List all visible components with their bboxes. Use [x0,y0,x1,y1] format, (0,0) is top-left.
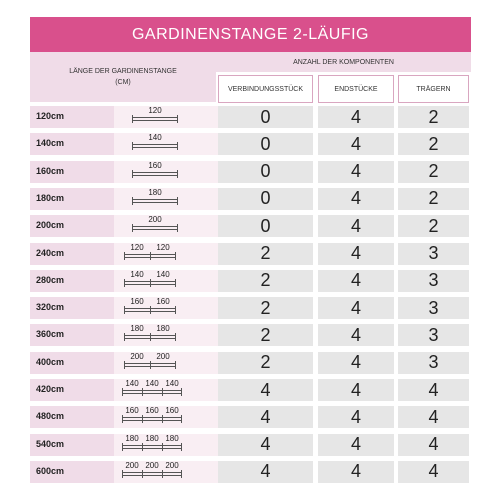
rod-line [124,366,150,367]
segment-length-label: 180 [156,324,170,334]
table-row [30,106,471,128]
rod-bracket-tick [122,388,123,396]
segment-length-label: 120 [130,242,144,252]
verbindungsstueck-value: 2 [218,270,313,292]
segment-length-label: 180 [125,433,139,443]
segment-length-label: 160 [130,297,144,307]
length-label: 200cm [36,220,65,231]
length-label: 180cm [36,192,65,203]
rod-segment [124,297,150,319]
table-row [30,461,471,483]
components-header: ANZAHL DER KOMPONENTEN [216,52,471,72]
rod-bracket-tick [175,361,176,369]
rod-line [122,393,142,394]
rod-line [132,175,178,176]
rod-segment [142,461,162,483]
rod-line [124,284,150,285]
rod-line [122,472,142,473]
rod-bracket-tick [122,470,123,478]
endstuecke-value: 4 [318,406,394,428]
curtain-rod-diagram [132,215,178,237]
endstuecke-value: 4 [318,243,394,265]
endstuecke-value: 4 [318,161,394,183]
rod-line [162,390,182,391]
curtain-rod-diagram [132,133,178,155]
rod-bracket-tick [124,279,125,287]
traegern-value: 2 [398,106,469,128]
segment-length-label: 140 [125,379,139,388]
rod-bracket-tick [124,306,125,314]
rod-line [132,199,178,200]
rod-segment [162,434,182,456]
rod-line [150,308,176,309]
traegern-value: 2 [398,188,469,210]
rod-line [122,390,142,391]
length-label: 400cm [36,356,65,367]
verbindungsstueck-value: 4 [218,434,313,456]
curtain-rod-diagram [122,379,182,401]
segment-length-label: 180 [130,324,144,334]
rod-line [132,226,178,227]
segment-length-label: 200 [165,460,179,470]
rod-line [162,448,182,449]
rod-line [142,475,162,476]
rod-line [162,445,182,446]
table-row [30,243,471,265]
curtain-rod-diagram [132,106,178,128]
traegern-value: 4 [398,379,469,401]
traegern-value: 2 [398,161,469,183]
rod-line [124,254,150,255]
rod-segment [150,243,176,265]
rod-bracket-tick [150,361,151,369]
rod-line [124,281,150,282]
curtain-rod-diagram [124,270,176,292]
traegern-value: 3 [398,324,469,346]
column-header-endstuecke: ENDSTÜCKE [318,75,394,103]
verbindungsstueck-value: 2 [218,297,313,319]
segment-length-label: 200 [148,215,162,225]
rod-bracket-tick [162,415,163,423]
rod-line [142,393,162,394]
curtain-rod-diagram [132,161,178,183]
segment-length-label: 120 [156,242,170,252]
endstuecke-value: 4 [318,379,394,401]
rod-segment [162,406,182,428]
table-row [30,406,471,428]
rod-segment [142,406,162,428]
rod-segment [124,243,150,265]
rod-segment [150,352,176,374]
length-label: 140cm [36,138,65,149]
rod-line [150,311,176,312]
segment-length-label: 180 [148,187,162,197]
rod-line [124,308,150,309]
traegern-value: 4 [398,406,469,428]
segment-length-label: 140 [156,269,170,279]
rod-segment [132,215,178,237]
rod-bracket-tick [124,252,125,260]
rod-bracket-tick [142,415,143,423]
rod-line [132,172,178,173]
rod-line [150,254,176,255]
rod-bracket-tick [142,388,143,396]
endstuecke-value: 4 [318,434,394,456]
segment-length-label: 140 [148,133,162,143]
rod-line [124,363,150,364]
table-row [30,379,471,401]
length-header-line1: LÄNGE DER GARDINENSTANGE [69,68,177,75]
verbindungsstueck-value: 0 [218,215,313,237]
rod-line [150,338,176,339]
endstuecke-value: 4 [318,215,394,237]
table-row [30,133,471,155]
curtain-rod-diagram [122,434,182,456]
traegern-value: 2 [398,215,469,237]
rod-line [124,311,150,312]
length-header [30,66,216,88]
endstuecke-value: 4 [318,297,394,319]
curtain-rod-diagram [124,352,176,374]
endstuecke-value: 4 [318,352,394,374]
verbindungsstueck-value: 4 [218,406,313,428]
rod-line [162,420,182,421]
verbindungsstueck-value: 0 [218,188,313,210]
rod-line [132,229,178,230]
rod-line [142,448,162,449]
rod-line [122,475,142,476]
rod-line [162,472,182,473]
rod-line [124,338,150,339]
rod-line [142,390,162,391]
table-title: GARDINENSTANGE 2-LÄUFIG [30,17,471,52]
curtain-rod-diagram [124,297,176,319]
rod-line [132,120,178,121]
segment-length-label: 160 [145,406,159,416]
segment-length-label: 140 [165,379,179,388]
rod-bracket-tick [175,279,176,287]
rod-bracket-tick [132,224,133,232]
length-label: 540cm [36,438,65,449]
rod-bracket-tick [177,224,178,232]
rod-line [132,147,178,148]
rod-segment [122,379,142,401]
table-row [30,297,471,319]
rod-segment [124,352,150,374]
verbindungsstueck-value: 2 [218,243,313,265]
rod-line [162,475,182,476]
segment-length-label: 140 [130,269,144,279]
verbindungsstueck-value: 4 [218,379,313,401]
rod-segment [124,270,150,292]
segment-length-label: 180 [145,433,159,443]
traegern-value: 3 [398,352,469,374]
rod-line [124,335,150,336]
rod-bracket-tick [181,415,182,423]
rod-line [122,420,142,421]
endstuecke-value: 4 [318,324,394,346]
segment-length-label: 120 [148,106,162,115]
rod-line [132,144,178,145]
rod-segment [142,434,162,456]
rod-line [162,393,182,394]
rod-bracket-tick [122,415,123,423]
rod-segment [162,461,182,483]
rod-segment [150,270,176,292]
curtain-rod-diagram [132,188,178,210]
rod-bracket-tick [132,170,133,178]
rod-line [150,284,176,285]
table-row [30,434,471,456]
length-label: 320cm [36,302,65,313]
rod-line [142,472,162,473]
rod-line [132,202,178,203]
rod-bracket-tick [177,197,178,205]
table-row [30,215,471,237]
rod-line [122,445,142,446]
segment-length-label: 200 [130,351,144,361]
traegern-value: 3 [398,297,469,319]
endstuecke-value: 4 [318,106,394,128]
curtain-rod-diagram [124,324,176,346]
rod-segment [132,161,178,183]
table-row [30,161,471,183]
length-label: 280cm [36,274,65,285]
length-label: 480cm [36,411,65,422]
segment-length-label: 160 [125,406,139,416]
rod-bracket-tick [150,252,151,260]
verbindungsstueck-value: 2 [218,352,313,374]
table-row [30,324,471,346]
rod-segment [150,324,176,346]
rod-bracket-tick [124,333,125,341]
length-label: 120cm [36,111,65,121]
rod-bracket-tick [181,443,182,451]
rod-segment [142,379,162,401]
curtain-rod-diagram [124,243,176,265]
traegern-value: 3 [398,270,469,292]
endstuecke-value: 4 [318,270,394,292]
segment-length-label: 160 [156,297,170,307]
rod-bracket-tick [150,333,151,341]
rod-line [122,417,142,418]
rod-line [142,417,162,418]
traegern-value: 4 [398,434,469,456]
traegern-value: 3 [398,243,469,265]
rod-bracket-tick [162,470,163,478]
endstuecke-value: 4 [318,133,394,155]
verbindungsstueck-value: 2 [218,324,313,346]
rod-segment [124,324,150,346]
rod-segment [162,379,182,401]
segment-length-label: 160 [165,406,179,416]
rod-bracket-tick [162,443,163,451]
rod-bracket-tick [132,197,133,205]
segment-length-label: 200 [145,460,159,470]
rod-bracket-tick [175,306,176,314]
rod-bracket-tick [175,252,176,260]
table-row [30,270,471,292]
length-label: 360cm [36,329,65,340]
rod-line [122,448,142,449]
curtain-rod-diagram [122,461,182,483]
rod-segment [132,106,178,128]
length-header-line2: (CM) [115,79,131,86]
segment-length-label: 200 [156,351,170,361]
rod-bracket-tick [181,388,182,396]
length-label: 420cm [36,384,65,394]
rod-segment [122,434,142,456]
rod-bracket-tick [177,170,178,178]
rod-bracket-tick [132,142,133,150]
column-header-traegern: TRÄGERN [398,75,469,103]
rod-segment [122,461,142,483]
rod-line [142,445,162,446]
table-row [30,188,471,210]
traegern-value: 4 [398,461,469,483]
column-header-verbindungsstueck: VERBINDUNGSSTÜCK [218,75,313,103]
rod-line [150,335,176,336]
length-label: 240cm [36,247,65,258]
rod-bracket-tick [142,443,143,451]
rod-bracket-tick [175,333,176,341]
rod-line [142,420,162,421]
rod-bracket-tick [124,361,125,369]
rod-line [124,257,150,258]
rod-bracket-tick [177,115,178,123]
table-row [30,352,471,374]
endstuecke-value: 4 [318,461,394,483]
rod-segment [132,133,178,155]
rod-bracket-tick [177,142,178,150]
rod-line [132,117,178,118]
length-label: 600cm [36,465,65,476]
segment-length-label: 140 [145,379,159,388]
endstuecke-value: 4 [318,188,394,210]
segment-length-label: 200 [125,460,139,470]
traegern-value: 2 [398,133,469,155]
rod-line [150,366,176,367]
verbindungsstueck-value: 4 [218,461,313,483]
rod-bracket-tick [162,388,163,396]
rod-bracket-tick [142,470,143,478]
rod-line [150,363,176,364]
rod-line [150,281,176,282]
segment-length-label: 180 [165,433,179,443]
verbindungsstueck-value: 0 [218,161,313,183]
rod-bracket-tick [150,279,151,287]
length-label: 160cm [36,165,65,176]
rod-bracket-tick [181,470,182,478]
rod-bracket-tick [132,115,133,123]
segment-length-label: 160 [148,160,162,170]
rod-segment [150,297,176,319]
rod-segment [132,188,178,210]
curtain-rod-diagram [122,406,182,428]
verbindungsstueck-value: 0 [218,133,313,155]
verbindungsstueck-value: 0 [218,106,313,128]
rod-bracket-tick [150,306,151,314]
rod-line [150,257,176,258]
rod-line [162,417,182,418]
rod-segment [122,406,142,428]
rod-bracket-tick [122,443,123,451]
